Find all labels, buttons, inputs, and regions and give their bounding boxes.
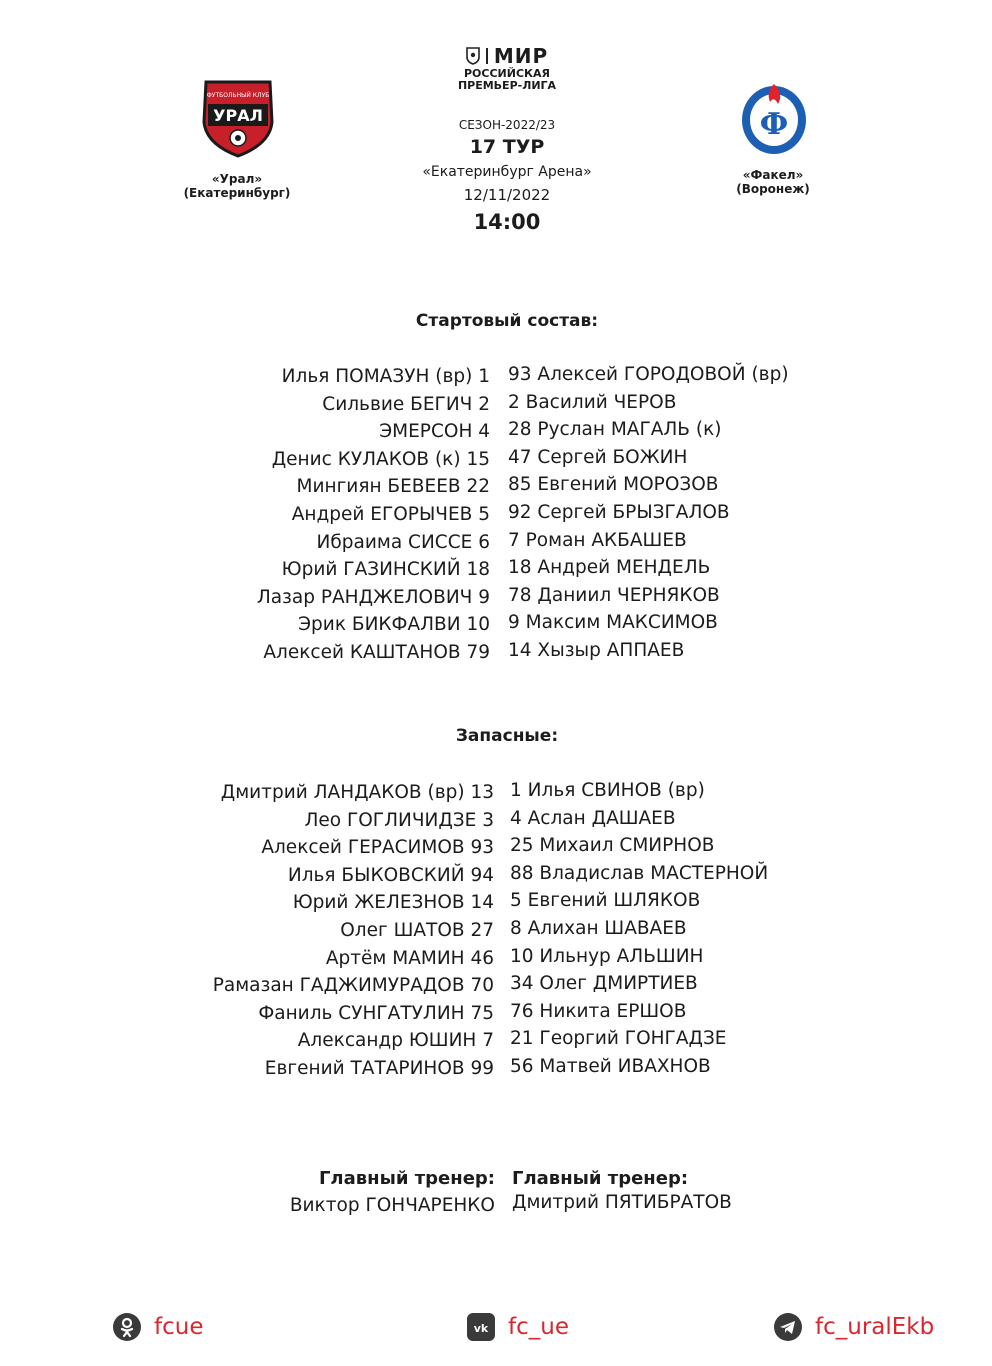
away-team-crest — [738, 80, 810, 156]
list-item: Алексей КАШТАНОВ 79 — [263, 641, 490, 663]
list-item: Александр ЮШИН 7 — [297, 1030, 494, 1052]
away-starting-list — [508, 361, 789, 665]
away-substitutes-list — [510, 777, 768, 1081]
away-team-name: «Факел» — [742, 168, 804, 182]
stadium-name: «Екатеринбург Арена» — [422, 164, 592, 180]
list-item: 21 Георгий ГОНГАДЗЕ — [510, 1028, 727, 1050]
list-item: 18 Андрей МЕНДЕЛЬ — [508, 557, 711, 579]
substitutes-title: Запасные: — [455, 726, 559, 746]
list-item: Юрий ГАЗИНСКИЙ 18 — [281, 559, 490, 581]
away-coach-label: Главный тренер: — [512, 1168, 689, 1189]
list-item: Эрик БИКФАЛВИ 10 — [298, 614, 490, 636]
list-item: 14 Хызыр АППАЕВ — [508, 639, 685, 661]
list-item: ЭМЕРСОН 4 — [379, 421, 490, 443]
home-team-label — [180, 172, 294, 200]
list-item: Сильвие БЕГИЧ 2 — [322, 393, 490, 415]
home-team-name: «Урал» — [211, 172, 263, 186]
list-item: 78 Даниил ЧЕРНЯКОВ — [508, 584, 720, 606]
list-item: 7 Роман АКБАШЕВ — [508, 529, 687, 551]
home-starting-list — [257, 363, 490, 667]
league-name-line2: ПРЕМЬЕР-ЛИГА — [457, 79, 557, 92]
home-team-crest — [200, 78, 276, 158]
list-item: Мингиян БЕВЕЕВ 22 — [296, 476, 490, 498]
social-link-vk[interactable] — [466, 1312, 569, 1342]
vk-icon — [466, 1312, 496, 1342]
odnoklassniki-icon — [112, 1312, 142, 1342]
list-item: Артём МАМИН 46 — [325, 947, 494, 969]
telegram-icon — [773, 1312, 803, 1342]
list-item: 28 Руслан МАГАЛЬ (к) — [508, 419, 722, 441]
away-team-label — [714, 168, 832, 196]
list-item: Евгений ТАТАРИНОВ 99 — [264, 1057, 494, 1079]
list-item: 5 Евгений ШЛЯКОВ — [510, 890, 701, 912]
list-item: Олег ШАТОВ 27 — [340, 919, 494, 941]
list-item: 85 Евгений МОРОЗОВ — [508, 474, 719, 496]
list-item: Илья БЫКОВСКИЙ 94 — [287, 864, 494, 886]
home-substitutes-list — [213, 779, 494, 1083]
list-item: Лазар РАНДЖЕЛОВИЧ 9 — [256, 586, 490, 608]
league-name-line1: РОССИЙСКАЯ — [463, 67, 551, 80]
list-item: Денис КУЛАКОВ (к) 15 — [271, 448, 490, 470]
social-handle-telegram: fc_uralEkb — [815, 1314, 935, 1340]
list-item: Илья ПОМАЗУН (вр) 1 — [281, 366, 490, 387]
list-item: Алексей ГЕРАСИМОВ 93 — [261, 837, 494, 859]
svg-text:vk: vk — [473, 1322, 489, 1335]
list-item: Дмитрий ЛАНДАКОВ (вр) 13 — [220, 782, 494, 803]
list-item: 10 Ильнур АЛЬШИН — [510, 945, 704, 967]
match-time: 14:00 — [473, 210, 541, 234]
list-item: Фаниль СУНГАТУЛИН 75 — [258, 1002, 494, 1024]
list-item: 9 Максим МАКСИМОВ — [508, 612, 718, 634]
home-crest-subtext: ФУТБОЛЬНЫЙ КЛУБ — [206, 92, 270, 99]
season-label: СЕЗОН-2022/23 — [458, 118, 556, 132]
list-item: 25 Михаил СМИРНОВ — [510, 835, 715, 857]
away-team-city: (Воронеж) — [736, 182, 810, 196]
list-item: Юрий ЖЕЛЕЗНОВ 14 — [292, 892, 494, 914]
league-logo — [400, 44, 614, 92]
home-team-city: (Екатеринбург) — [183, 186, 291, 200]
starting-lineup-title: Стартовый состав: — [415, 311, 599, 331]
away-crest-text: Ф — [759, 107, 789, 142]
home-coach-name: Виктор ГОНЧАРЕНКО — [289, 1195, 495, 1216]
league-logo-mark — [400, 44, 614, 68]
social-handle-ok: fcue — [154, 1314, 204, 1340]
home-coach-label: Главный тренер: — [318, 1168, 495, 1189]
list-item: 2 Василий ЧЕРОВ — [508, 391, 677, 413]
league-shield-icon — [466, 47, 480, 65]
list-item: 76 Никита ЕРШОВ — [510, 1000, 687, 1022]
social-handle-vk: fc_ue — [508, 1314, 569, 1340]
list-item: Рамазан ГАДЖИМУРАДОВ 70 — [212, 975, 494, 997]
social-link-telegram[interactable] — [773, 1312, 934, 1342]
away-coach-name: Дмитрий ПЯТИБРАТОВ — [512, 1192, 732, 1213]
list-item: 56 Матвей ИВАХНОВ — [510, 1055, 711, 1077]
home-crest-text: УРАЛ — [213, 106, 263, 125]
list-item: 34 Олег ДМИРТИЕВ — [510, 973, 698, 995]
social-link-ok[interactable] — [112, 1312, 203, 1342]
list-item: 92 Сергей БРЫЗГАЛОВ — [508, 501, 730, 523]
league-sponsor-text: МИР — [493, 44, 549, 68]
match-date: 12/11/2022 — [463, 186, 551, 204]
list-item: Ибраима СИССЕ 6 — [316, 531, 490, 553]
list-item: 88 Владислав МАСТЕРНОЙ — [510, 862, 769, 884]
list-item: Андрей ЕГОРЫЧЕВ 5 — [291, 503, 490, 525]
round-label: 17 ТУР — [469, 136, 545, 158]
list-item: 8 Алихан ШАВАЕВ — [510, 917, 687, 939]
list-item: 1 Илья СВИНОВ (вр) — [510, 780, 705, 801]
list-item: 47 Сергей БОЖИН — [508, 446, 688, 468]
list-item: 4 Аслан ДАШАЕВ — [510, 807, 676, 829]
list-item: Лео ГОГЛИЧИДЗЕ 3 — [304, 809, 494, 831]
list-item: 93 Алексей ГОРОДОВОЙ (вр) — [508, 364, 789, 385]
